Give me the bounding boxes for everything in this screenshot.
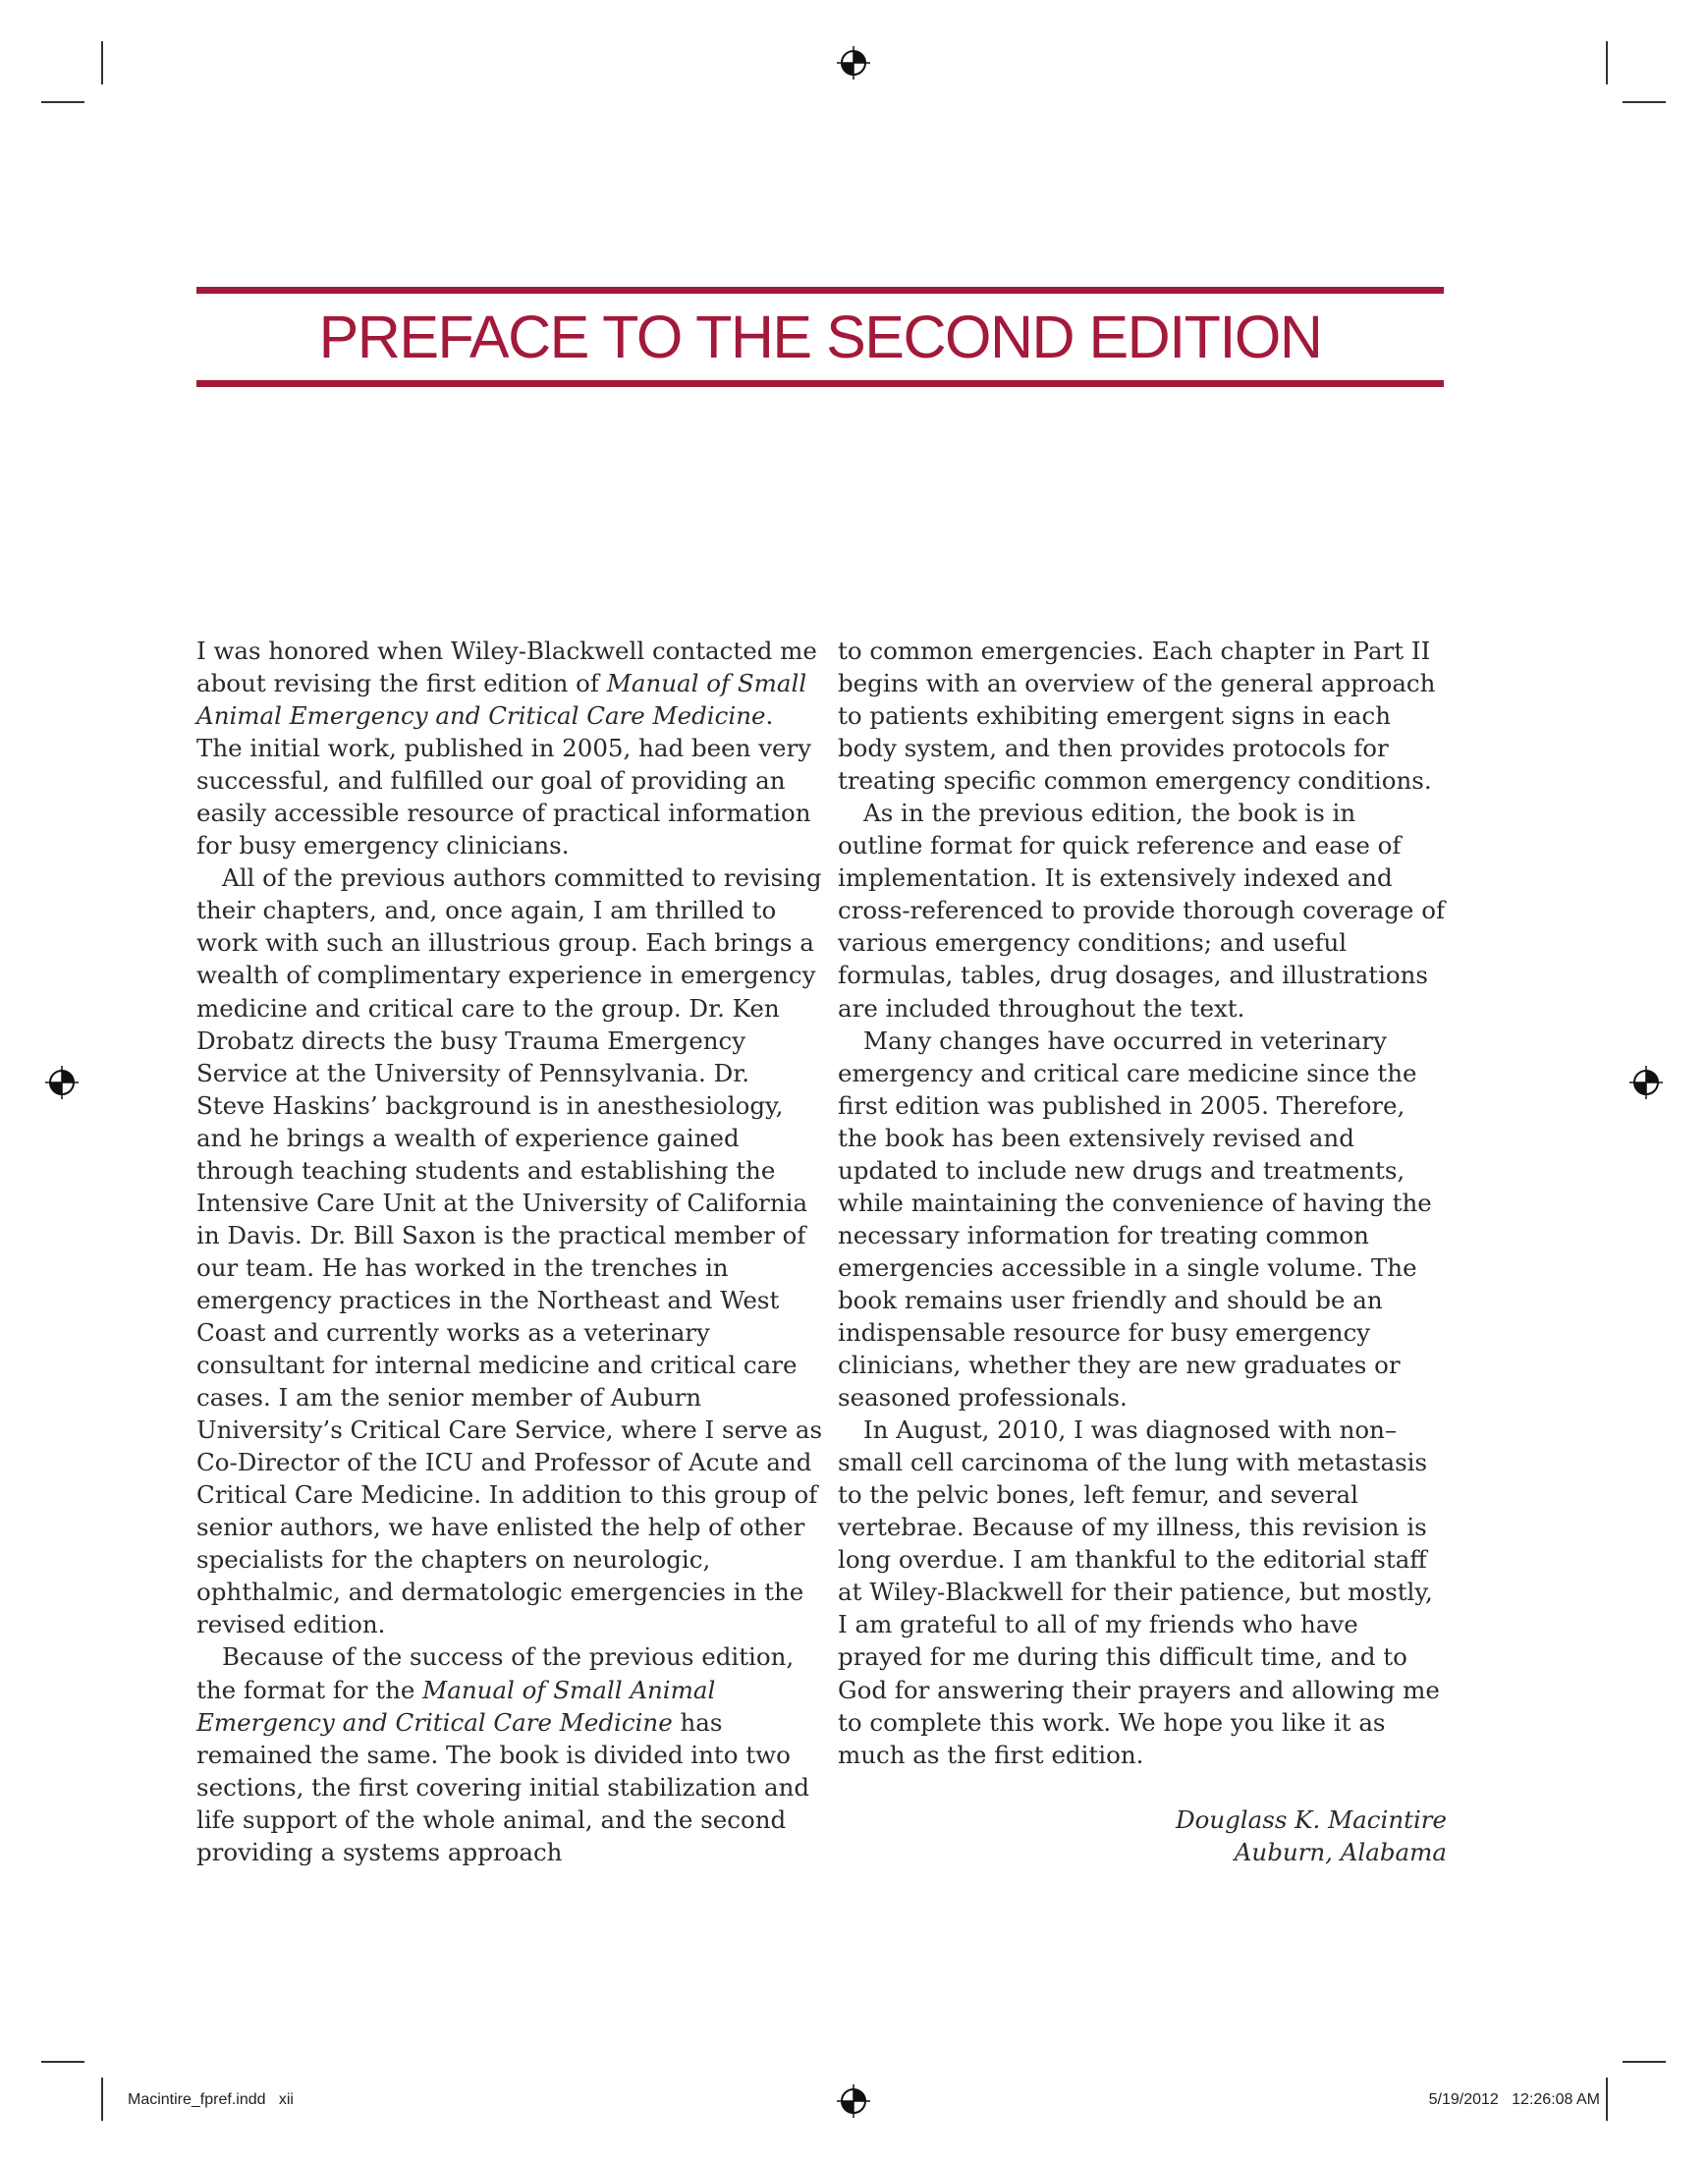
slug-timestamp: 5/19/2012 12:26:08 AM [1428, 2091, 1600, 2108]
paragraph: Many changes have occurred in veterinary emergency and critical care medicine since the first edition was published in 2005. Therefore, the book has been extensively revised and updated to include new drugs and treatments, while maintaining the convenience of having the necessary information for treating common emergencies accessible in a single volume. The book remains user friendly and should be an indispensable resource for busy emergency clinicians, whether they are new graduates or seasoned professionals. [838, 1026, 1432, 1413]
paragraph [196, 1640, 825, 1867]
crop-mark-bottom-left-vertical [101, 2078, 103, 2121]
crop-mark-bottom-right-vertical [1606, 2078, 1608, 2121]
title-rule-top [196, 287, 1444, 294]
paragraph: All of the previous authors committed to revising their chapters, and, once again, I am thrilled to work with such an illustrious group. Each brings a wealth of complimentary experience in emergency medicine and critical care to the group. Dr. Ken Drobatz directs the busy Trauma Emergency Service at the University of Pennsylvania. Dr. Steve Haskins’ background is in anesthesiology, and he brings a wealth of experience gained through teaching students and establishing the Intensive Care Unit at the University of California in Davis. Dr. Bill Saxon is the practical member of our team. He has worked in the trenches in emergency practices in the Northeast and West Coast and currently works as a veterinary consultant for internal medicine and critical care cases. I am the senior member of Auburn University’s Critical Care Service, where I serve as Co-Director of the ICU and Professor of Acute and Critical Care Medicine. In addition to this group of senior authors, we have enlisted the help of other specialists for the chapters on neurologic, ophthalmic, and dermatologic emergencies in the revised edition. [196, 863, 823, 1639]
registration-mark-icon [1629, 1066, 1663, 1099]
body-column-left [196, 635, 825, 1868]
paragraph-text: has remained the same. The book is divided into two sections, the first covering initial stabilization and life support of the whole animal, and the second providing a systems approach [196, 1707, 810, 1866]
signature-block [838, 1803, 1447, 1868]
registration-mark-icon [45, 1066, 79, 1099]
book-title-italic: Manual of Small Animal Emergency and Critical Care Medicine [196, 669, 807, 731]
crop-mark-top-left-horizontal [41, 101, 84, 103]
crop-mark-top-left-vertical [101, 41, 103, 84]
paragraph-text: Because of the success of the previous edition, the format for the [196, 1642, 795, 1704]
page-title: PREFACE TO THE SECOND EDITION [318, 304, 1322, 370]
crop-mark-top-right-horizontal [1623, 101, 1666, 103]
signature-name: Douglass K. Macintire [1175, 1804, 1447, 1834]
body-column-right [838, 635, 1447, 1868]
paragraph: to common emergencies. Each chapter in Part II begins with an overview of the general approach to patients exhibiting emergent signs in each body system, and then provides protocols for treating specific common emergency conditions. [838, 637, 1436, 796]
book-title-italic: Manual of Small Animal Emergency and Critical Care Medicine [196, 1675, 716, 1737]
paragraph-text: . The initial work, published in 2005, had been very successful, and fulfilled our goal of providing an easily accessible resource of practical information for busy emergency clinicians. [196, 701, 812, 860]
title-rule-bottom [196, 380, 1444, 387]
signature-location: Auburn, Alabama [1234, 1837, 1447, 1866]
registration-mark-icon [837, 46, 870, 80]
paragraph: In August, 2010, I was diagnosed with non–small cell carcinoma of the lung with metastasis to the pelvic bones, left femur, and several vertebrae. Because of my illness, this revision is long overdue. I am thankful to the editorial staff at Wiley-Blackwell for their patience, but mostly, I am grateful to all of my friends who have prayed for me during this difficult time, and to God for answering their prayers and allowing me to complete this work. We hope you like it as much as the first edition. [838, 1415, 1440, 1769]
paragraph [196, 635, 825, 861]
crop-mark-top-right-vertical [1606, 41, 1608, 84]
paragraph: As in the previous edition, the book is in outline format for quick reference and ease of implementation. It is extensively indexed and cross-referenced to provide thorough coverage of various emergency conditions; and useful formulas, tables, drug dosages, and illustrations are included throughout the text. [838, 799, 1446, 1023]
slug-file-name: Macintire_fpref.indd xii [128, 2091, 294, 2108]
crop-mark-bottom-left-horizontal [41, 2061, 84, 2063]
paragraph-text: I was honored when Wiley-Blackwell contacted me about revising the first edition of [196, 637, 817, 698]
registration-mark-icon [837, 2084, 870, 2118]
crop-mark-bottom-right-horizontal [1623, 2061, 1666, 2063]
